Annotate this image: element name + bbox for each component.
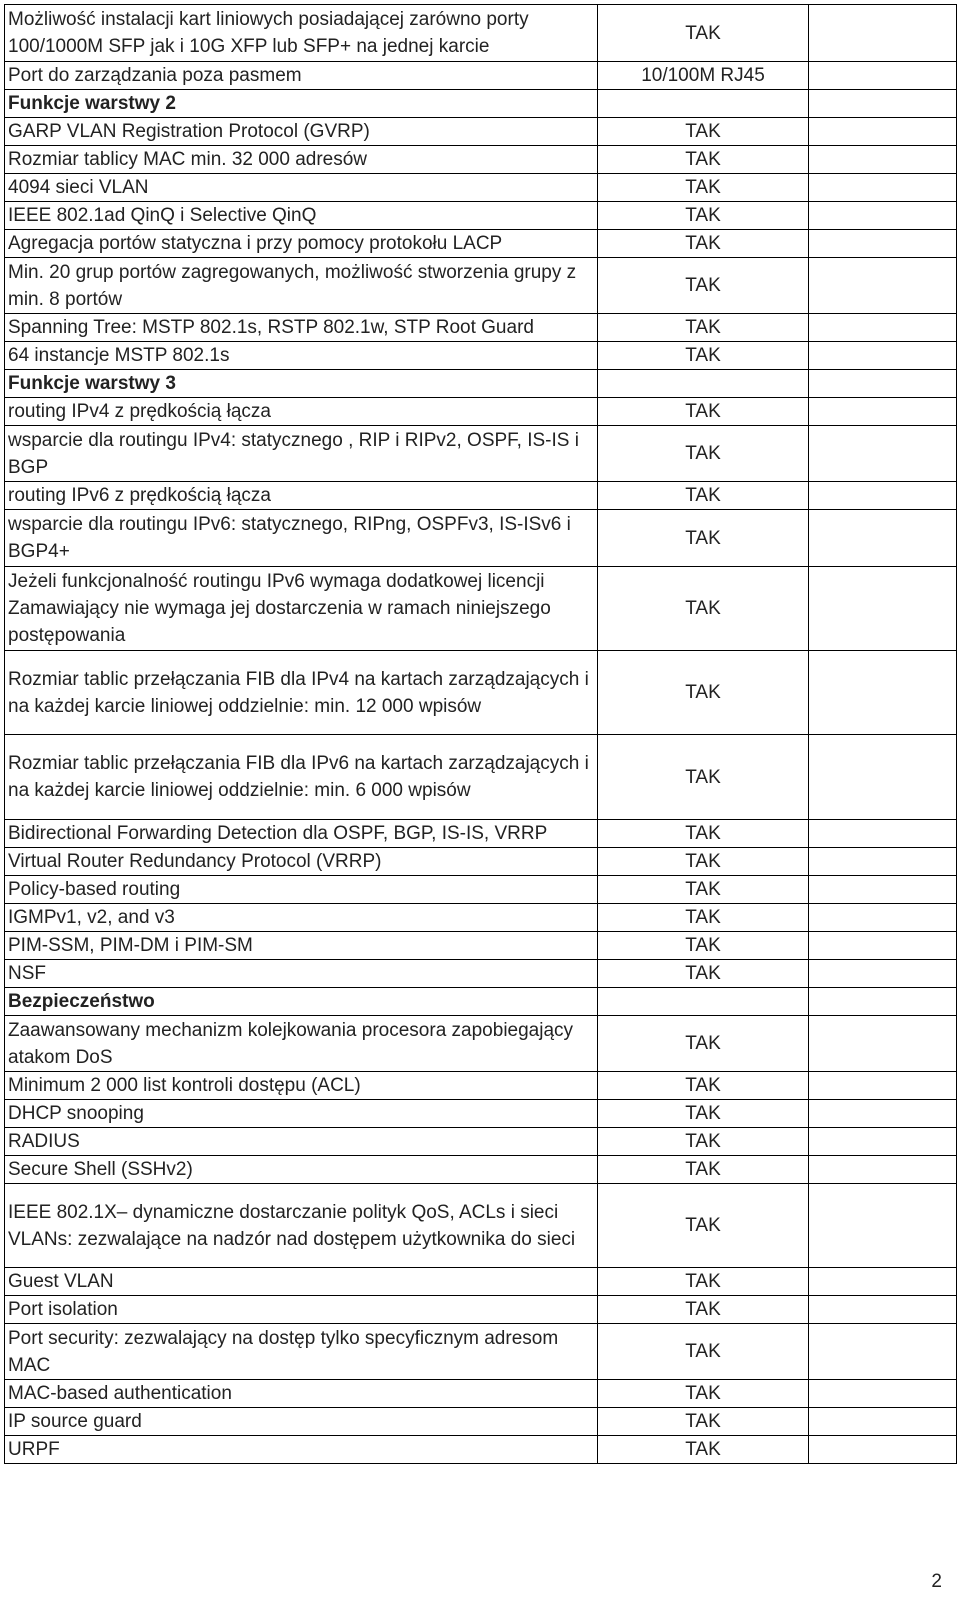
feature-cell: wsparcie dla routingu IPv6: statycznego, RIPng, OSPFv3, IS-ISv6 i BGP4+ [5, 510, 598, 567]
feature-cell: Możliwość instalacji kart liniowych posiadającej zarówno porty 100/1000M SFP jak i 10G XFP lub SFP+ na jednej karcie [5, 5, 598, 62]
value-cell: TAK [598, 398, 809, 426]
empty-cell [809, 1072, 957, 1100]
value-cell: TAK [598, 258, 809, 314]
table-row [5, 1156, 957, 1184]
section-header-row [5, 988, 957, 1016]
table-row [5, 1268, 957, 1296]
value-cell: TAK [598, 1408, 809, 1436]
empty-cell [809, 398, 957, 426]
empty-cell [809, 174, 957, 202]
value-cell: TAK [598, 1100, 809, 1128]
value-cell: TAK [598, 1324, 809, 1380]
feature-cell: Bidirectional Forwarding Detection dla OSPF, BGP, IS-IS, VRRP [5, 820, 598, 848]
empty-cell [809, 1380, 957, 1408]
empty-cell [809, 932, 957, 960]
value-cell: TAK [598, 820, 809, 848]
value-cell: TAK [598, 202, 809, 230]
empty-cell [809, 1268, 957, 1296]
empty-cell [809, 342, 957, 370]
feature-cell: Min. 20 grup portów zagregowanych, możliwość stworzenia grupy z min. 8 portów [5, 258, 598, 314]
table-row [5, 1408, 957, 1436]
value-cell: TAK [598, 314, 809, 342]
feature-cell: 64 instancje MSTP 802.1s [5, 342, 598, 370]
table-row [5, 932, 957, 960]
feature-cell: routing IPv4 z prędkością łącza [5, 398, 598, 426]
table-row [5, 1100, 957, 1128]
feature-cell: Port do zarządzania poza pasmem [5, 62, 598, 90]
value-cell: TAK [598, 118, 809, 146]
value-cell: TAK [598, 426, 809, 482]
empty-cell [809, 1408, 957, 1436]
value-cell: TAK [598, 1296, 809, 1324]
empty-cell [809, 1436, 957, 1464]
feature-cell: IEEE 802.1X– dynamiczne dostarczanie polityk QoS, ACLs i sieci VLANs: zezwalające na nadzór nad dostępem użytkownika do sieci [5, 1184, 598, 1268]
value-cell: TAK [598, 960, 809, 988]
specification-table-body [5, 5, 957, 1464]
value-cell: TAK [598, 1156, 809, 1184]
table-row [5, 735, 957, 820]
table-row [5, 1296, 957, 1324]
empty-cell [809, 960, 957, 988]
feature-cell: Port isolation [5, 1296, 598, 1324]
table-row [5, 651, 957, 735]
section-title: Funkcje warstwy 3 [5, 370, 598, 398]
empty-cell [809, 876, 957, 904]
value-cell: TAK [598, 1016, 809, 1072]
value-cell: TAK [598, 1380, 809, 1408]
table-row [5, 314, 957, 342]
feature-cell: wsparcie dla routingu IPv4: statycznego , RIP i RIPv2, OSPF, IS-IS i BGP [5, 426, 598, 482]
empty-cell [809, 118, 957, 146]
value-cell: TAK [598, 735, 809, 820]
table-row [5, 5, 957, 62]
section-header-row [5, 90, 957, 118]
value-cell [598, 90, 809, 118]
feature-cell: Spanning Tree: MSTP 802.1s, RSTP 802.1w, STP Root Guard [5, 314, 598, 342]
section-title: Funkcje warstwy 2 [5, 90, 598, 118]
feature-cell: IGMPv1, v2, and v3 [5, 904, 598, 932]
section-title: Bezpieczeństwo [5, 988, 598, 1016]
empty-cell [809, 90, 957, 118]
table-row [5, 1184, 957, 1268]
table-row [5, 904, 957, 932]
feature-cell: PIM-SSM, PIM-DM i PIM-SM [5, 932, 598, 960]
feature-cell: Agregacja portów statyczna i przy pomocy protokołu LACP [5, 230, 598, 258]
value-cell: TAK [598, 848, 809, 876]
value-cell: TAK [598, 510, 809, 567]
table-row [5, 1128, 957, 1156]
table-row [5, 482, 957, 510]
value-cell: TAK [598, 146, 809, 174]
value-cell: TAK [598, 651, 809, 735]
empty-cell [809, 1156, 957, 1184]
empty-cell [809, 5, 957, 62]
empty-cell [809, 370, 957, 398]
value-cell: TAK [598, 342, 809, 370]
table-row [5, 1072, 957, 1100]
table-row [5, 426, 957, 482]
empty-cell [809, 1184, 957, 1268]
empty-cell [809, 314, 957, 342]
table-row [5, 1016, 957, 1072]
feature-cell: NSF [5, 960, 598, 988]
feature-cell: DHCP snooping [5, 1100, 598, 1128]
value-cell: 10/100M RJ45 [598, 62, 809, 90]
feature-cell: Virtual Router Redundancy Protocol (VRRP) [5, 848, 598, 876]
empty-cell [809, 62, 957, 90]
value-cell: TAK [598, 567, 809, 651]
value-cell: TAK [598, 904, 809, 932]
table-row [5, 848, 957, 876]
section-header-row [5, 370, 957, 398]
value-cell: TAK [598, 1436, 809, 1464]
value-cell: TAK [598, 1268, 809, 1296]
empty-cell [809, 1016, 957, 1072]
table-row [5, 258, 957, 314]
value-cell: TAK [598, 876, 809, 904]
empty-cell [809, 904, 957, 932]
empty-cell [809, 482, 957, 510]
feature-cell: Minimum 2 000 list kontroli dostępu (ACL) [5, 1072, 598, 1100]
table-row [5, 1324, 957, 1380]
empty-cell [809, 1100, 957, 1128]
feature-cell: Guest VLAN [5, 1268, 598, 1296]
value-cell: TAK [598, 1184, 809, 1268]
empty-cell [809, 146, 957, 174]
feature-cell: Rozmiar tablic przełączania FIB dla IPv4 na kartach zarządzających i na każdej karcie liniowej oddzielnie: min. 12 000 wpisów [5, 651, 598, 735]
feature-cell: Port security: zezwalający na dostęp tylko specyficznym adresom MAC [5, 1324, 598, 1380]
table-row [5, 1436, 957, 1464]
value-cell: TAK [598, 482, 809, 510]
table-row [5, 118, 957, 146]
feature-cell: URPF [5, 1436, 598, 1464]
feature-cell: 4094 sieci VLAN [5, 174, 598, 202]
table-row [5, 174, 957, 202]
empty-cell [809, 426, 957, 482]
table-row [5, 567, 957, 651]
empty-cell [809, 651, 957, 735]
value-cell [598, 370, 809, 398]
value-cell: TAK [598, 230, 809, 258]
table-row [5, 960, 957, 988]
feature-cell: IEEE 802.1ad QinQ i Selective QinQ [5, 202, 598, 230]
empty-cell [809, 735, 957, 820]
table-row [5, 146, 957, 174]
feature-cell: RADIUS [5, 1128, 598, 1156]
value-cell: TAK [598, 1128, 809, 1156]
value-cell: TAK [598, 174, 809, 202]
feature-cell: routing IPv6 z prędkością łącza [5, 482, 598, 510]
feature-cell: MAC-based authentication [5, 1380, 598, 1408]
feature-cell: Jeżeli funkcjonalność routingu IPv6 wymaga dodatkowej licencji Zamawiający nie wymaga jej dostarczenia w ramach niniejszego postępowania [5, 567, 598, 651]
feature-cell: IP source guard [5, 1408, 598, 1436]
feature-cell: Secure Shell (SSHv2) [5, 1156, 598, 1184]
empty-cell [809, 230, 957, 258]
empty-cell [809, 258, 957, 314]
value-cell: TAK [598, 1072, 809, 1100]
table-row [5, 820, 957, 848]
empty-cell [809, 567, 957, 651]
empty-cell [809, 1128, 957, 1156]
empty-cell [809, 510, 957, 567]
value-cell: TAK [598, 5, 809, 62]
table-row [5, 510, 957, 567]
feature-cell: GARP VLAN Registration Protocol (GVRP) [5, 118, 598, 146]
table-row [5, 398, 957, 426]
table-row [5, 342, 957, 370]
table-row [5, 876, 957, 904]
page-number: 2 [931, 1571, 942, 1592]
empty-cell [809, 988, 957, 1016]
table-row [5, 62, 957, 90]
feature-cell: Policy-based routing [5, 876, 598, 904]
feature-cell: Rozmiar tablicy MAC min. 32 000 adresów [5, 146, 598, 174]
feature-cell: Rozmiar tablic przełączania FIB dla IPv6 na kartach zarządzających i na każdej karcie liniowej oddzielnie: min. 6 000 wpisów [5, 735, 598, 820]
specification-table [4, 4, 957, 1464]
value-cell: TAK [598, 932, 809, 960]
table-row [5, 202, 957, 230]
value-cell [598, 988, 809, 1016]
empty-cell [809, 1324, 957, 1380]
table-row [5, 1380, 957, 1408]
empty-cell [809, 1296, 957, 1324]
empty-cell [809, 202, 957, 230]
feature-cell: Zaawansowany mechanizm kolejkowania procesora zapobiegający atakom DoS [5, 1016, 598, 1072]
table-row [5, 230, 957, 258]
empty-cell [809, 820, 957, 848]
empty-cell [809, 848, 957, 876]
